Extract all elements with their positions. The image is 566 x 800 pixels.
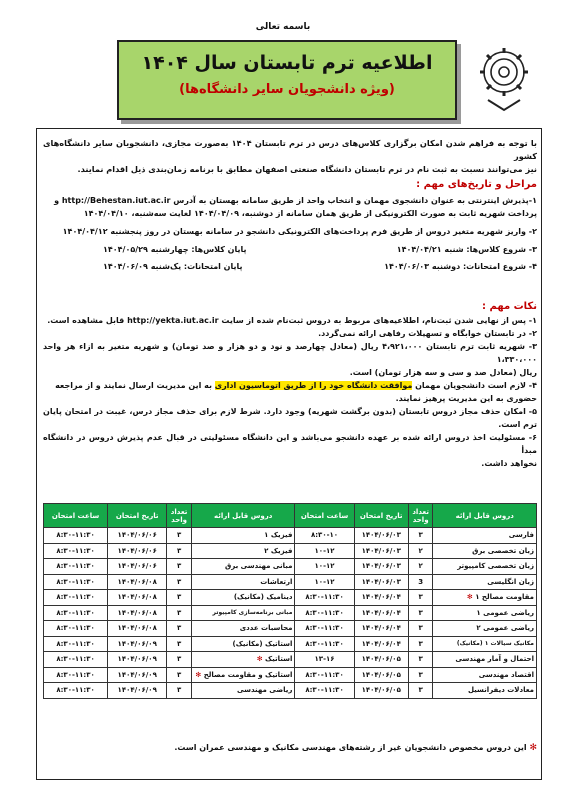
table-row (44, 528, 537, 544)
schedule-item-3 (43, 243, 537, 257)
cell-units-left: ۳ (167, 590, 192, 606)
intro-line-2: نیز می‌توانند نسبت به ثبت نام در ترم تابستان دانشگاه صنعتی اصفهان مطابق با برنامه زمان‌بندی ذیل اقدام نمایند. (77, 164, 537, 174)
table-row (44, 683, 537, 699)
page-title: اطلاعیه ترم تابستان سال ۱۴۰۴ (141, 52, 433, 74)
cell-exam-time-right: ۱۳-۱۶ (295, 652, 354, 668)
cell-course-right: احتمال و آمار مهندسی (433, 652, 537, 668)
header-units-right: تعداد واحد (408, 504, 433, 528)
schedule-item-2: ۲- واریز شهریه متغیر دروس از طریق فرم پرداخت‌های الکترونیکی دانشجو در سامانه بهستان در روز پنجشنبه ۱۴۰۴/۰۴/۱۲ (62, 227, 537, 236)
cell-units-right: ۳ (408, 605, 433, 621)
cell-exam-time-right: ۱۰-۱۲ (295, 559, 354, 575)
cell-exam-time-right: ۸:۳۰-۱۱:۳۰ (295, 590, 354, 606)
cell-exam-time-left: ۸:۳۰-۱۱:۳۰ (44, 543, 108, 559)
cell-exam-date-left: ۱۴۰۴/۰۶/۰۸ (108, 574, 167, 590)
cell-units-left: ۳ (167, 652, 192, 668)
cell-exam-time-right: ۸:۳۰-۱۱:۳۰ (295, 667, 354, 683)
note-4-highlight: موافقت دانشگاه خود را از طریق اتوماسیون اداری (214, 381, 413, 390)
cell-course-right: زبان انگلیسی (433, 574, 537, 590)
cell-course-right: ریاضی عمومی ۲ (433, 621, 537, 637)
cell-exam-date-right: ۱۴۰۴/۰۶/۰۴ (354, 605, 408, 621)
cell-course-left: مبانی مهندسی برق (191, 559, 295, 575)
cell-units-left: ۳ (167, 667, 192, 683)
note-1: ۱- پس از نهایی شدن ثبت‌نام، اطلاعیه‌های مربوط به دروس ثبت‌نام شده از سایت http://yekta.iut.ac.ir قابل مشاهده است. (47, 316, 537, 325)
cell-units-right: ۳ (408, 528, 433, 544)
notes-section (43, 301, 537, 470)
cell-exam-date-right: ۱۴۰۴/۰۶/۰۳ (354, 528, 408, 544)
cell-exam-date-right: ۱۴۰۴/۰۶/۰۳ (354, 543, 408, 559)
cell-course-right: ریاضی عمومی ۱ (433, 605, 537, 621)
asterisk-icon: ✻ (466, 593, 476, 602)
classes-end: پایان کلاس‌ها: چهارشنبه ۱۴۰۴/۰۵/۲۹ (103, 245, 247, 254)
header-exam-date-right: تاریخ امتحان (354, 504, 408, 528)
university-logo-icon (478, 44, 530, 114)
cell-exam-date-left: ۱۴۰۴/۰۶/۰۶ (108, 559, 167, 575)
cell-exam-date-right: ۱۴۰۴/۰۶/۰۳ (354, 574, 408, 590)
header-exam-time-left: ساعت امتحان (44, 504, 108, 528)
cell-course-left: ارتعاشات (191, 574, 295, 590)
cell-course-left: محاسبات عددی (191, 621, 295, 637)
schedule-title: مراحل و تاریخ‌های مهم : (416, 179, 537, 190)
cell-exam-date-left: ۱۴۰۴/۰۶/۰۶ (108, 528, 167, 544)
cell-exam-date-left: ۱۴۰۴/۰۶/۰۹ (108, 652, 167, 668)
cell-exam-date-left: ۱۴۰۴/۰۶/۰۸ (108, 605, 167, 621)
cell-course-left: استاتیک ✻ (191, 652, 295, 668)
note-6-line-2: نخواهد داشت. (481, 459, 537, 468)
cell-course-left: مبانی برنامه‌سازی کامپیوتر (191, 605, 295, 621)
cell-exam-time-right: ۱۰-۱۲ (295, 543, 354, 559)
table-row (44, 543, 537, 559)
intro-paragraph (43, 137, 537, 176)
cell-course-right: زبان تخصصی برق (433, 543, 537, 559)
cell-course-left: فیزیک ۲ (191, 543, 295, 559)
cell-exam-time-left: ۸:۳۰-۱۱:۳۰ (44, 683, 108, 699)
cell-units-left: ۳ (167, 683, 192, 699)
cell-exam-date-right: ۱۴۰۴/۰۶/۰۵ (354, 667, 408, 683)
cell-exam-date-left: ۱۴۰۴/۰۶/۰۹ (108, 636, 167, 652)
cell-units-right: ۳ (408, 621, 433, 637)
cell-exam-date-right: ۱۴۰۴/۰۶/۰۵ (354, 683, 408, 699)
footnote (43, 743, 537, 753)
cell-units-left: ۳ (167, 636, 192, 652)
cell-exam-date-right: ۱۴۰۴/۰۶/۰۴ (354, 590, 408, 606)
cell-course-left: استاتیک (مکانیک) (191, 636, 295, 652)
note-3-line-1: ۳- شهریه ثابت ترم تابستان ۴،۹۲۱،۰۰۰ ریال (معادل چهارصد و نود و دو هزار و صد تومان) و شهریه متغیر به ازاء هر واحد ۱،۳۳۰،۰۰۰ (43, 342, 537, 364)
cell-units-right: ۳ (408, 683, 433, 699)
cell-units-right: ۳ (408, 636, 433, 652)
schedule-section (43, 179, 537, 274)
table-row (44, 559, 537, 575)
table-row (44, 636, 537, 652)
exams-start: ۴- شروع امتحانات: دوشنبه ۱۴۰۴/۰۶/۰۳ (384, 262, 537, 271)
cell-exam-date-left: ۱۴۰۴/۰۶/۰۸ (108, 590, 167, 606)
cell-units-right: ۲ (408, 559, 433, 575)
cell-units-right: 3 (408, 574, 433, 590)
schedule-item-4 (43, 260, 537, 274)
main-content-frame (36, 128, 542, 780)
cell-course-left: فیزیک ۱ (191, 528, 295, 544)
note-2: ۲- در تابستان خوابگاه و تسهیلات رفاهی ارائه نمی‌گردد. (318, 329, 537, 338)
schedule-item-1-line-2: پرداخت شهریه ثابت به صورت الکترونیکی از طریق همان سامانه از دوشنبه، ۱۴۰۴/۰۴/۰۹ لغایت سه‌شنبه، ۱۴۰۴/۰۴/۱۰ (83, 209, 537, 218)
header-exam-date-left: تاریخ امتحان (108, 504, 167, 528)
table-row (44, 621, 537, 637)
cell-exam-time-right: ۸:۳۰-۱۱:۳۰ (295, 605, 354, 621)
cell-units-left: ۳ (167, 605, 192, 621)
footnote-text: این دروس مخصوص دانشجویان غیر از رشته‌های مهندسی مکانیک و مهندسی عمران است. (174, 743, 527, 752)
note-5: ۵- امکان حذف مجاز دروس تابستان (بدون برگشت شهریه) وجود دارد. شرط لازم برای حذف مجاز درس، غیبت در امتحان پایان ترم است. (43, 407, 537, 429)
basmala: باسمه تعالی (255, 22, 311, 32)
cell-exam-time-left: ۸:۳۰-۱۱:۳۰ (44, 605, 108, 621)
intro-line-1: با توجه به فراهم شدن امکان برگزاری کلاس‌های درس در ترم تابستان ۱۴۰۴ به‌صورت مجازی، دانشجویان سایر دانشگاه‌های کشور (43, 138, 537, 161)
courses-table-body (44, 528, 537, 699)
note-4-pre: ۴- لازم است دانشجویان مهمان (412, 381, 537, 390)
table-row (44, 574, 537, 590)
cell-course-right: مکانیک سیالات ۱ (مکانیک) (433, 636, 537, 652)
header-course-right: دروس قابل ارائه (433, 504, 537, 528)
cell-exam-time-right: ۱۰-۱۲ (295, 574, 354, 590)
cell-course-left: استاتیک و مقاومت مصالح ✻ (191, 667, 295, 683)
cell-course-right: مقاومت مصالح ۱ ✻ (433, 590, 537, 606)
cell-units-left: ۳ (167, 621, 192, 637)
title-box (117, 40, 457, 120)
table-row (44, 605, 537, 621)
cell-exam-date-right: ۱۴۰۴/۰۶/۰۳ (354, 559, 408, 575)
cell-exam-time-left: ۸:۳۰-۱۱:۳۰ (44, 528, 108, 544)
note-4 (43, 379, 537, 392)
cell-units-left: ۳ (167, 574, 192, 590)
courses-table (43, 503, 537, 699)
asterisk-icon: ✻ (256, 655, 266, 664)
table-row (44, 667, 537, 683)
schedule-item-1-line-1: ۱-پذیرش اینترنتی به عنوان دانشجوی مهمان و انتخاب واحد از طریق سامانه بهستان به آدرس http://Behestan.iut.ac.ir و (54, 196, 537, 205)
cell-units-right: ۳ (408, 667, 433, 683)
header-course-left: دروس قابل ارائه (191, 504, 295, 528)
table-row (44, 652, 537, 668)
note-6-line-1: ۶- مسئولیت اخذ دروس ارائه شده بر عهده دانشجو می‌باشد و این دانشگاه مسئولیتی در قبال عدم پذیرش دروس در دانشگاه مبدأ (43, 433, 537, 455)
note-3-line-2: ریال (معادل صد و سی و سه هزار تومان) است. (349, 368, 537, 377)
cell-course-right: زبان تخصصی کامپیوتر (433, 559, 537, 575)
cell-exam-date-left: ۱۴۰۴/۰۶/۰۸ (108, 621, 167, 637)
note-4-post: به این مدیریت ارسال نمایند و از مراجعه (55, 381, 215, 390)
cell-exam-time-right: ۸:۳۰-۱۱:۳۰ (295, 621, 354, 637)
cell-course-right: اقتصاد مهندسی (433, 667, 537, 683)
cell-exam-time-left: ۸:۳۰-۱۱:۳۰ (44, 636, 108, 652)
cell-course-right: فارسی (433, 528, 537, 544)
asterisk-icon: ✻ (529, 743, 537, 753)
cell-exam-date-left: ۱۴۰۴/۰۶/۰۶ (108, 543, 167, 559)
cell-exam-time-left: ۸:۳۰-۱۱:۳۰ (44, 559, 108, 575)
asterisk-icon: ✻ (195, 670, 204, 679)
cell-units-right: ۳ (408, 590, 433, 606)
table-row (44, 590, 537, 606)
header-units-left: تعداد واحد (167, 504, 192, 528)
cell-exam-time-left: ۸:۳۰-۱۱:۳۰ (44, 574, 108, 590)
cell-units-left: ۳ (167, 559, 192, 575)
cell-course-left: ریاضی مهندسی (191, 683, 295, 699)
cell-exam-time-left: ۸:۳۰-۱۱:۳۰ (44, 621, 108, 637)
cell-units-left: ۳ (167, 528, 192, 544)
cell-exam-time-left: ۸:۳۰-۱۱:۳۰ (44, 667, 108, 683)
cell-exam-date-right: ۱۴۰۴/۰۶/۰۴ (354, 621, 408, 637)
classes-start: ۳- شروع کلاس‌ها: شنبه ۱۴۰۴/۰۴/۲۱ (396, 245, 537, 254)
exams-end: پایان امتحانات: یک‌شنبه ۱۴۰۴/۰۶/۰۹ (103, 262, 243, 271)
cell-course-left: دینامیک (مکانیک) (191, 590, 295, 606)
cell-units-left: ۳ (167, 543, 192, 559)
cell-exam-date-left: ۱۴۰۴/۰۶/۰۹ (108, 683, 167, 699)
header-exam-time-right: ساعت امتحان (295, 504, 354, 528)
cell-exam-date-right: ۱۴۰۴/۰۶/۰۴ (354, 636, 408, 652)
cell-exam-date-right: ۱۴۰۴/۰۶/۰۵ (354, 652, 408, 668)
cell-exam-date-left: ۱۴۰۴/۰۶/۰۹ (108, 667, 167, 683)
cell-exam-time-left: ۸:۳۰-۱۱:۳۰ (44, 652, 108, 668)
note-4-line-2: حضوری به این مدیریت پرهیز نمایند. (395, 394, 537, 403)
table-header-row (44, 504, 537, 528)
cell-exam-time-right: ۸:۳۰-۱۰ (295, 528, 354, 544)
cell-exam-time-right: ۸:۳۰-۱۱:۳۰ (295, 683, 354, 699)
cell-units-right: ۲ (408, 543, 433, 559)
cell-course-right: معادلات دیفرانسیل (433, 683, 537, 699)
cell-exam-time-right: ۸:۳۰-۱۱:۳۰ (295, 636, 354, 652)
cell-exam-time-left: ۸:۳۰-۱۱:۳۰ (44, 590, 108, 606)
page-subtitle: (ویژه دانشجویان سایر دانشگاه‌ها) (179, 82, 395, 97)
notes-title: نکات مهم : (482, 301, 537, 312)
cell-units-right: ۳ (408, 652, 433, 668)
